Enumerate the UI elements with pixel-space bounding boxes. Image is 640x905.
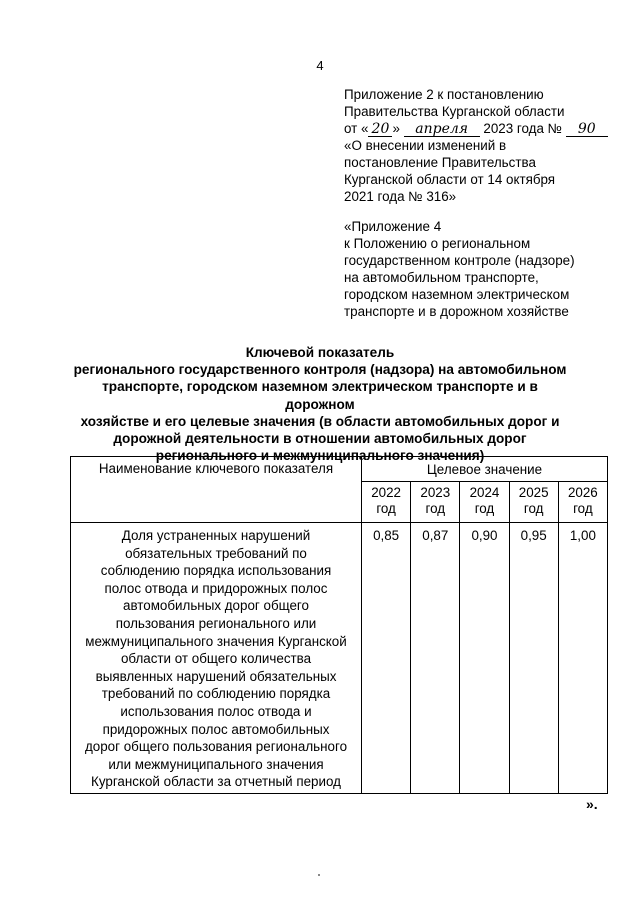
- year-label: 2026: [567, 485, 598, 500]
- year-unit: год: [425, 501, 446, 516]
- value-2025: 0,95: [509, 523, 558, 794]
- appendix-line: на автомобильном транспорте,: [344, 270, 539, 285]
- value-2023: 0,87: [411, 523, 460, 794]
- value-2026: 1,00: [558, 523, 607, 794]
- header-year-2025: [509, 482, 558, 523]
- indicator-line: выявленных нарушений обязательных: [95, 668, 337, 684]
- indicator-table: [70, 456, 608, 794]
- scan-speck: [318, 874, 320, 876]
- date-year: 2023 года №: [483, 121, 562, 136]
- header-year-2024: [460, 482, 509, 523]
- title-line: транспорте, городском наземном электрическом транспорте и в дорожном: [102, 379, 538, 412]
- appendix-line: «Приложение 4: [344, 219, 442, 234]
- indicator-line: обязательных требований по: [125, 545, 307, 561]
- indicator-line: Курганской области за отчетный период: [91, 774, 341, 790]
- year-unit: год: [376, 501, 396, 516]
- date-prefix: от «: [344, 121, 369, 136]
- indicator-line: межмуниципального значения Курганской: [85, 633, 347, 649]
- indicator-line: или межмуниципального значения: [108, 756, 324, 772]
- year-label: 2024: [469, 485, 500, 500]
- appendix-line: к Положению о региональном: [344, 236, 531, 251]
- document-title: [70, 344, 570, 464]
- appendix-line: городском наземном электрическом: [344, 287, 570, 302]
- indicator-line: использования полос отвода и: [120, 703, 312, 719]
- header-indicator-name: Наименование ключевого показателя: [71, 457, 362, 523]
- year-unit: год: [573, 501, 593, 516]
- page-number: 4: [316, 58, 324, 73]
- closing-quote-mark: ».: [586, 796, 598, 812]
- handwritten-number: 90: [566, 122, 608, 137]
- handwritten-day: 20: [368, 122, 392, 137]
- year-label: 2023: [420, 485, 451, 500]
- appendix-line: постановление Правительства: [344, 155, 536, 170]
- header-year-2022: [362, 482, 411, 523]
- indicator-line: придорожных полос автомобильных: [102, 721, 330, 737]
- title-line: регионального и межмуниципального значения): [155, 448, 485, 464]
- appendix-line: Курганской области от 14 октября: [344, 172, 556, 187]
- value-2022: 0,85: [362, 523, 411, 794]
- table-row: [71, 523, 608, 794]
- header-year-2026: [558, 482, 607, 523]
- date-mid: »: [392, 121, 400, 136]
- indicator-line: пользования регионального или: [115, 615, 317, 631]
- indicator-line: полос отвода и придорожных полос: [104, 580, 328, 596]
- indicator-line: Доля устраненных нарушений: [121, 528, 311, 543]
- value-2024: 0,90: [460, 523, 509, 794]
- appendix-line: «О внесении изменений в: [344, 138, 507, 153]
- handwritten-month: апреля: [404, 122, 480, 137]
- title-line: дорожной деятельности в отношении автомобильных дорог: [113, 431, 527, 447]
- appendix-header: [344, 86, 634, 205]
- year-label: 2025: [518, 485, 549, 500]
- title-line: Ключевой показатель: [245, 345, 395, 360]
- year-label: 2022: [371, 485, 401, 500]
- year-unit: год: [523, 501, 544, 516]
- header-target-value: Целевое значение: [362, 457, 608, 482]
- indicator-description: [71, 523, 362, 794]
- title-line: хозяйстве и его целевые значения (в области автомобильных дорог и: [80, 413, 560, 429]
- appendix-date-line: [344, 120, 634, 137]
- appendix-line: Правительства Курганской области: [344, 104, 565, 119]
- header-year-2023: [411, 482, 460, 523]
- title-line: регионального государственного контроля (надзора) на автомобильном: [73, 362, 567, 378]
- indicator-line: требований по соблюдению порядка: [101, 686, 331, 702]
- indicator-line: соблюдению порядка использования: [100, 563, 332, 579]
- appendix-line: транспорте и в дорожном хозяйстве: [344, 304, 569, 319]
- indicator-line: автомобильных дорог общего: [123, 598, 309, 614]
- appendix-line: 2021 года № 316»: [344, 189, 457, 204]
- year-unit: год: [474, 501, 495, 516]
- appendix-line: государственном контроле (надзоре): [344, 253, 575, 268]
- indicator-line: области от общего количества: [120, 651, 312, 667]
- appendix-line: Приложение 2 к постановлению: [344, 87, 544, 102]
- indicator-line: дорог общего пользования регионального: [84, 739, 348, 755]
- appendix-4-header: [344, 218, 634, 320]
